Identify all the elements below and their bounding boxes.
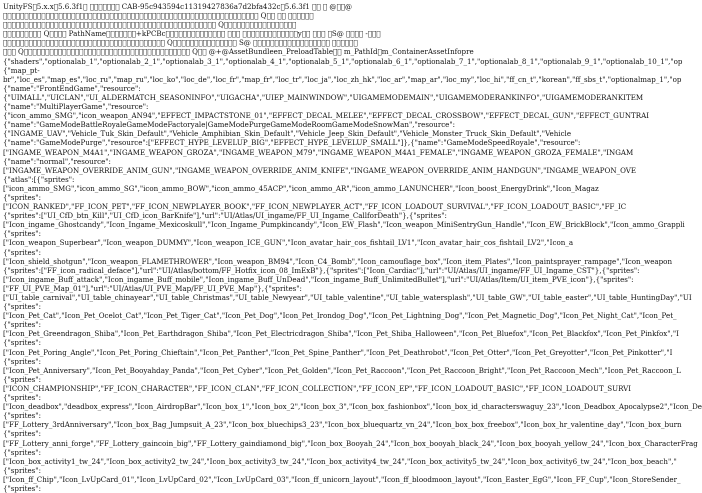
text-line: {"map_pt-	[3, 65, 40, 75]
text-line: {"name":"GameModePurge","resource":["EFFECT_HYPE_LEVELUP_BIG","EFFECT_HYPE_LEVELUP_SMALL"]},{"name":"GameModeSpeedRoyale","resource":	[3, 138, 581, 148]
text-line: ["icon_ammo_SMG","icon_ammo_SG","icon_ammo_BOW","icon_ammo_45ACP","icon_ammo_AR","icon_ammo_LANUNCHER","Icon_boost_EnergyDrink","Icon_Magaz	[3, 183, 599, 193]
text-line: ["ICON_CHAMPIONSHIP","FF_ICON_CHARACTER","FF_ICON_CLAN","FF_ICON_COLLECTION","FF_ICON_EP","FF_ICON_LOADOUT_BASIC","FF_ICON_LOADOUT_SURVI	[3, 383, 632, 393]
text-line: {"sprites":	[3, 483, 41, 493]
text-line: {"name":"MultiPlayerGame","resource":	[3, 102, 149, 112]
text-line:     Q                                        Q   @+@AssetBundleen_PreloadTable   m_PathId m_ContainerAssetInfopre	[3, 47, 474, 57]
text-line: ["UI_table_carnival","UI_table_chinayear","UI_table_Christmas","UI_table_Newyear","UI_table_valentine","UI_table_watersplash","UI_table_GW","UI_table_easter","UI_table_HuntingDay","UI	[3, 293, 692, 302]
text-line: ["Icon_shield_shotgun","Icon_weapon_FLAMETHROWER","Icon_weapon_BM94","Icon_C4_Bomb","Icon_camouflage_box","Icon_item_Plates","Icon_paintsprayer_rampage","Icon_weapon	[3, 256, 673, 266]
text-line: {"sprites":	[3, 338, 41, 348]
text-line: ["FF_Lottery_anni_forge","FF_Lottery_gaincoin_big","FF_Lottery_gaindiamond_big","Icon_box_Booyah_24","Icon_box_booyah_black_24","Icon_box_booyah_yellow_24","Icon_box_CharacterFrag	[3, 438, 698, 448]
text-line: ["FF_Lottery_3rdAnniversary","Icon_box_Bag_Jumpsuit_A_23","Icon_box_bluechips3_23","Icon_box_bluequartz_vn_24","Icon_box_box_freebox","Icon_box_hr_valentine_day","Icon_box_burn	[3, 420, 682, 430]
text-line: ["Icon_ingame_Buff_attack","Icon_ingame_Buff_mobile","Icon_ingame_Buff_UnDead","Icon_ingame_Buff_UnlimitedBullet"],"url":"UI/Atlas/Item/UI_item_PVE_icon"},{"sprites":	[3, 274, 634, 284]
text-line: {"sprites":["UI_CfD_btn_Kill","UI_CfD_icon_BarKnife"],"url":"UI/Atlas/UI_ingame/FF_UI_Ingame_CallforDeath"},{"sprites":	[3, 211, 447, 221]
text-line: {"sprites":["FF_icon_radical_deface"],"url":"UI/Atlas/bottom/FF_Hotfix_icon_08_ImExB"},{"sprites":["Icon_Cardiac"],"url":"UI/Atlas/UI_ingame/FF_UI_Ingame_CST"},{"sprites":	[3, 265, 640, 275]
text-line: {"sprites":	[3, 302, 41, 312]
text-line: {"sprites":	[3, 356, 41, 366]
text-line: {"INGAME_UAV","Vehicle_Tuk_Skin_Default","Vehicle_Amphibian_Skin_Default","Vehicle_Jeep_Skin_Default","Vehicle_Monster_Truck_Skin_Default","Vehicle	[3, 129, 572, 139]
text-line: {"sprites":	[3, 192, 41, 202]
text-line: ["Icon_box_activity1_tw_24","Icon_box_activity2_tw_24","Icon_box_activity3_tw_24","Icon_box_activity4_tw_24","Icon_box_activity5_tw_24","Icon_box_activity6_tw_24","Icon_box_beach","	[3, 456, 677, 466]
text-line: {"atlas":[{"sprites":	[3, 174, 75, 184]
text-line: br","loc_es","map_es","loc_ru","map_ru","loc_ko","loc_de","loc_fr","map_fr","loc_tr","loc_ja","loc_zh_hk","loc_ar","map_ar","loc_my","loc_hi","ff_cn_t","korean","ff_sbs_t","optionalmap_1","op	[3, 74, 682, 84]
text-line: {"sprites":	[3, 320, 41, 330]
text-line: ["Icon_ff_Chip","Icon_LvUpCard_01","Icon_LvUpCard_02","Icon_LvUpCard_03","Icon_ff_unicorn_layout","Icon_ff_bloodmoon_layout","Icon_Easter_EgG","Icon_FF_Cup","Icon_StoreSender_	[3, 474, 681, 484]
text-line: {"sprites":	[3, 229, 41, 239]
text-line: ["Icon_Pet_Cat","Icon_Pet_Ocelot_Cat","Icon_Pet_Tiger_Cat","Icon_Pet_Dog","Icon_Pet_Irondog_Dog","Icon_Pet_Lightning_Dog","Icon_Pet_Magnetic_Dog","Icon_Pet_Night_Cat","Icon_Pet_	[3, 311, 677, 321]
text-line: {"UIMALL","UICLAN","UI_ALDERMATCH_SEASONINFO","UIGACHA","UIEP_MAINWINDOW","UIGAMEMODEMAIN","UIGAMEMODERANKINFO","UIGAMEMODERANKITEM	[3, 92, 644, 102]
text-line: {"icon_ammo_SMG","icon_weapon_AN94","EFFECT_IMPACTSTONE_01","EFFECT_DECAL_MELEE","EFFECT_DECAL_CROSSBOW","EFFECT_DECAL_GUN","EFFECT_GUNTRAI	[3, 111, 650, 121]
text-line:                                        Q                S@                          	[3, 38, 358, 48]
text-line: ["INGAME_WEAPON_OVERRIDE_ANIM_GUN","INGAME_WEAPON_OVERRIDE_ANIM_KNIFE","INGAME_WEAPON_OVERRIDE_ANIM_HANDGUN","INGAME_WEAPON_OVE	[3, 165, 637, 175]
text-line: {"sprites":	[3, 247, 41, 257]
text-line: ["FF_UI_PVE_Map_01"],"url":"UI/Atlas/UI_PVE_Map/FF_UI_PVE_Map"},{"sprites":	[3, 283, 302, 293]
text-line: ["Icon_ingame_Ghostcandy","Icon_Ingame_Mexicoskull","Icon_Ingame_Pumpkincandy","Icon_EW_Flash","Icon_weapon_MiniSentryGun_Handle","Icon_EW_BrickBlock","Icon_ammo_Grappli	[3, 220, 685, 230]
text-line: ["Icon_Pet_Anniversary","Icon_Pet_Booyahday_Panda","Icon_Pet_Cyber","Icon_Pet_Golden","Icon_Pet_Raccoon","Icon_Pet_Raccoon_Bright","Icon_Pet_Raccoon_Mech","Icon_Pet_Raccoon_L	[3, 365, 681, 375]
text-line: {"name":"GameModeBattleRoyaleGameModeFactoryale|GameModePurgeGameModeRoomGameModeSnowMan","resource":	[3, 120, 456, 130]
text-line: {"name":"FrontEndGame","resource":	[3, 83, 141, 93]
text-line: ["Icon_weapon_Superbear","Icon_weapon_DUMMY","Icon_weapon_ICE_GUN","Icon_avatar_hair_cos_fishtail_LV1","Icon_avatar_hair_cos_fishtail_LV2","Icon_a	[3, 238, 574, 248]
text-line: ["Icon_Pet_Greendragon_Shiba","Icon_Pet_Earthdragon_Shiba","Icon_Pet_Electricdragon_Shiba","Icon_Pet_Shiba_Halloween","Icon_Pet_Bluefox","Icon_Pet_Blackfox","Icon_Pet_Pinkfox","I	[3, 329, 679, 339]
text-line: {"sprites":	[3, 374, 41, 384]
text-line: ["Icon_deadbox","deadbox_express","Icon_AirdropBar","Icon_box_1","Icon_box_2","Icon_box_3","Icon_box_fashionbox","Icon_box_id_characterswaguy_23","Icon_Deadbox_Apocalypse2","Icon_De	[3, 402, 702, 412]
text-line:           Q     PathName       +kPCBc                                y        S@      -   	[3, 29, 381, 39]
text-line: ["ICON_RANKED","FF_ICON_PET","FF_ICON_NEWPLAYER_BOOK","FF_ICON_NEWPLAYER_ACT","FF_ICON_LOADOUT_SURVIVAL","FF_ICON_LOADOUT_BASIC","FF_IC	[3, 202, 627, 212]
text-line: ["Icon_Pet_Poring_Angle","Icon_Pet_Poring_Chieftain","Icon_Pet_Panther","Icon_Pet_Spine_Panther","Icon_Pet_Deathrobot","Icon_Pet_Otter","Icon_Pet_Greyotter","Icon_Pet_Pinkotter","I	[3, 347, 673, 357]
text-line: {"sprites":	[3, 411, 41, 421]
text-line:                                                    Q                 	[3, 20, 297, 30]
text-line: {"sprites":	[3, 429, 41, 439]
text-line: ["INGAME_WEAPON_M4A1","INGAME_WEAPON_GROZA","INGAME_WEAPON_M79","INGAME_WEAPON_M4A1_FEMALE","INGAME_WEAPON_GROZA_FEMALE","INGAM	[3, 147, 634, 157]
text-line: {"shaders","optionalab_1","optionalab_2_1","optionalab_3_1","optionalab_4_1","optionalab_5_1","optionalab_6_1","optionalab_7_1","optionalab_8_1","optionalab_9_1","optionalab_10_1","op	[3, 56, 683, 66]
text-line: UnityFS 5.x.x 5.6.3f1          CAB-95c943594c11319427836a7d2bfa432c 5.6.3f1      @  @	[3, 2, 353, 11]
raw-file-dump[interactable]	[3, 2, 702, 493]
text-line:                                                              Q            	[3, 11, 314, 21]
text-line: {"name":"normal","resource":	[3, 156, 111, 166]
text-line: {"sprites":	[3, 447, 41, 457]
text-line: {"sprites":	[3, 393, 41, 403]
text-line: {"sprites":	[3, 465, 41, 475]
